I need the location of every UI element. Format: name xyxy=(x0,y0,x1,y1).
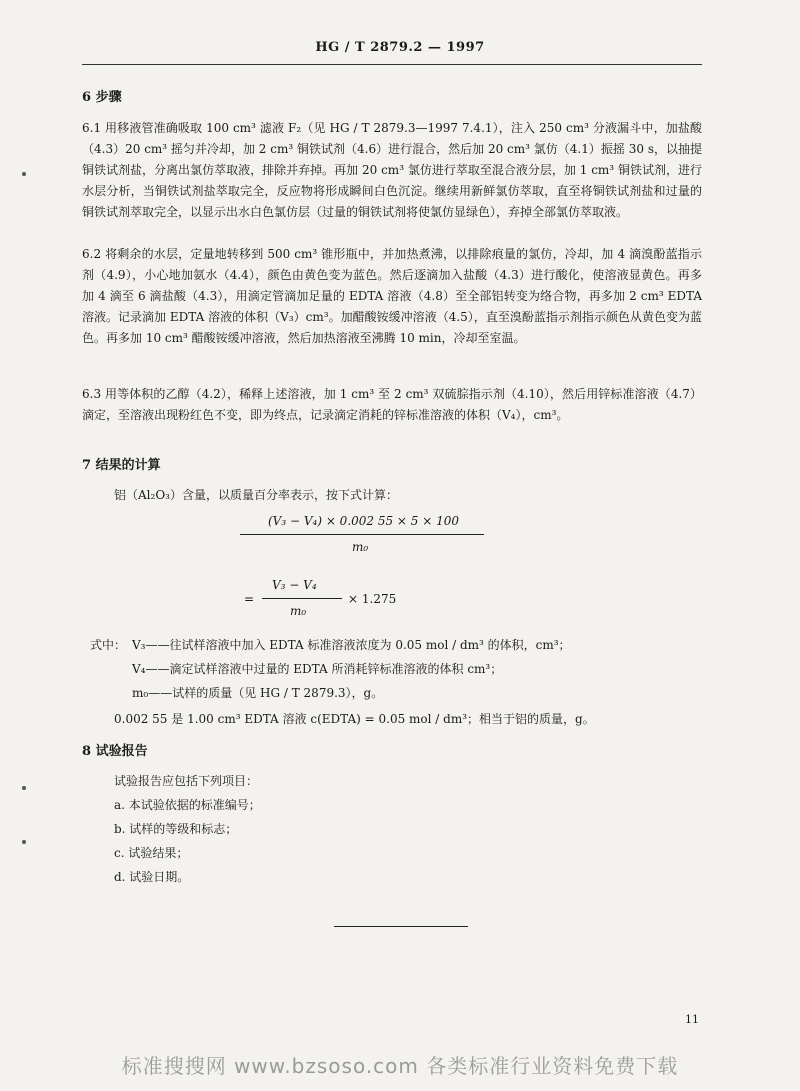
where-label: 式中： xyxy=(90,638,127,652)
page-header: HG / T 2879.2 — 1997 xyxy=(315,40,485,55)
formula-2-denominator: m₀ xyxy=(290,604,307,618)
section-6-title: 6 步骤 xyxy=(82,90,122,105)
list-item: d. 试验日期。 xyxy=(114,870,190,884)
formula-1-denominator: m₀ xyxy=(352,540,369,554)
watermark: 标准搜搜网 www.bzsoso.com 各类标准行业资料免费下载 xyxy=(121,1054,679,1078)
scan-speck xyxy=(22,786,26,790)
definition-m0: m₀——试样的质量（见 HG / T 2879.3），g。 xyxy=(132,686,384,700)
formula-1-fraction-bar xyxy=(240,534,484,535)
list-item: b. 试样的等级和标志； xyxy=(114,822,238,836)
report-intro: 试验报告应包括下列项目： xyxy=(114,774,259,788)
formula-2-equals: = xyxy=(244,592,255,606)
paragraph-6-2: 6.2 将剩余的水层，定量地转移到 500 cm³ 锥形瓶中，并加热煮沸，以排除痕量的氯仿，冷却，加 4 滴溴酚蓝指示剂（4.9），小心地加氨水（4.4），颜色由黄色变为蓝色。然后逐滴加入盐酸（4.3）进行酸化，使溶液显黄色。再多加 4 滴至 6 滴盐酸（4.3），用滴定管滴加足量的 EDTA 溶液（4.8）至全部铝转变为络合物，再多加 2 cm³ EDTA 溶液。记录滴加 EDTA 溶液的体积（V₃）cm³。加醋酸铵缓冲溶液（4.5），直至溴酚蓝指示剂指示颜色从黄色变为蓝色。再多加 10 cm³ 醋酸铵缓冲溶液，然后加热溶液至沸腾 10 min，冷却至室温。 xyxy=(82,247,702,345)
formula-2-fraction-bar xyxy=(262,598,342,599)
formula-intro: 铝（Al₂O₃）含量，以质量百分率表示，按下式计算： xyxy=(114,488,398,502)
end-rule xyxy=(334,926,468,927)
paragraph-6-1: 6.1 用移液管准确吸取 100 cm³ 滤液 F₂（见 HG / T 2879.3—1997 7.4.1），注入 250 cm³ 分液漏斗中，加盐酸（4.3）20 cm³ 摇匀并冷却，加 2 cm³ 铜铁试剂（4.6）进行混合，然后加 20 cm³ 氯仿（4.1）振摇 30 s，以抽提铜铁试剂盐，分离出氯仿萃取液，排除并弃掉。再加 20 cm³ 氯仿进行萃取至混合液分层，加 1 cm³ 铜铁试剂，进行水层分析，当铜铁试剂盐萃取完全，反应物将形成瞬间白色沉淀。继续用新鲜氯仿萃取，直至将铜铁试剂盐和过量的铜铁试剂萃取完全，以显示出水白色氯仿层（过量的铜铁试剂将使氯仿显绿色），弃掉全部氯仿萃取液。 xyxy=(82,121,702,219)
list-item: a. 本试验依据的标准编号； xyxy=(114,798,261,812)
definition-v3: V₃——往试样溶液中加入 EDTA 标准溶液浓度为 0.05 mol / dm³ 的体积，cm³； xyxy=(132,638,571,652)
scan-speck xyxy=(22,840,26,844)
paragraph-6-3: 6.3 用等体积的乙醇（4.2），稀释上述溶液，加 1 cm³ 至 2 cm³ 双硫腙指示剂（4.10），然后用锌标准溶液（4.7）滴定，至溶液出现粉红色不变，即为终点，记录滴定消耗的锌标准溶液的体积（V₄），cm³。 xyxy=(82,387,702,422)
section-8-title: 8 试验报告 xyxy=(82,744,148,759)
section-7-title: 7 结果的计算 xyxy=(82,458,161,473)
formula-2-numerator: V₃ − V₄ xyxy=(272,578,317,592)
definition-v4: V₄——滴定试样溶液中过量的 EDTA 所消耗锌标准溶液的体积 cm³； xyxy=(132,662,503,676)
formula-1-numerator: (V₃ − V₄) × 0.002 55 × 5 × 100 xyxy=(268,514,460,528)
formula-2-multiplier: × 1.275 xyxy=(348,592,397,606)
header-rule xyxy=(82,64,702,65)
scan-speck xyxy=(22,172,26,176)
list-item: c. 试验结果； xyxy=(114,846,189,860)
page-number: 11 xyxy=(685,1013,699,1026)
constant-note: 0.002 55 是 1.00 cm³ EDTA 溶液 c(EDTA) = 0.05 mol / dm³；相当于铝的质量，g。 xyxy=(114,712,595,726)
